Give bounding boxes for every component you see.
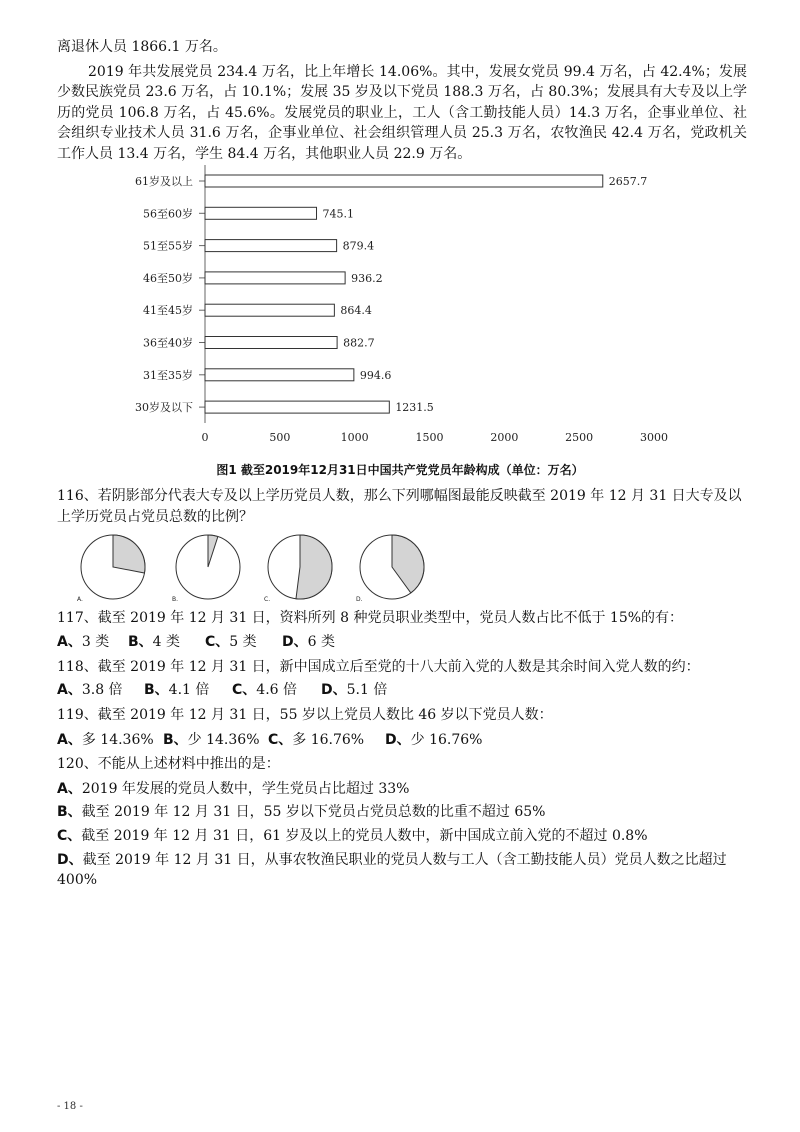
question-120-text: 120、不能从上述材料中推出的是： [57,756,280,772]
option-letter: C、 [57,828,82,844]
option-letter: D、 [321,682,347,698]
option-text: 4.1 倍 [168,682,210,698]
question-119-text: 119、截至 2019 年 12 月 31 日，55 岁以上党员人数比 46 岁以下党员人数： [57,707,553,723]
category-label: 41至45岁 [143,304,193,318]
option-c [268,730,364,750]
x-tick-label: 3000 [640,431,668,444]
option-letter: C、 [232,682,257,698]
option-letter: A、 [57,781,82,797]
option-text: 2019 年发展的党员人数中，学生党员占比超过 33% [81,781,410,797]
bar [205,207,317,219]
x-tick-label: 2500 [565,431,594,444]
option-letter: C、 [205,634,230,650]
option-text: 5.1 倍 [346,682,388,698]
option-letter: B、 [128,634,153,650]
option-a [57,730,154,750]
option-text: 3 类 [81,634,110,650]
option-letter: B、 [144,682,169,698]
option-c [232,680,297,700]
question-117-text: 117、截至 2019 年 12 月 31 日，资料所列 8 种党员职业类型中，党员人数占比不低于 15%的有： [57,610,684,626]
option-letter: A、 [57,732,82,748]
option-letter: A、 [57,634,82,650]
option-text: 截至 2019 年 12 月 31 日，从事农牧渔民职业的党员人数与工人（含工勤技能人员）党员人数之比超过 400% [57,852,727,888]
bar [205,272,345,284]
data-paragraph: 2019 年共发展党员 234.4 万名，比上年增长 14.06%。其中，发展女党员 99.4 万名，占 42.4%；发展少数民族党员 23.6 万名，占 10.1%；发展 35 岁及以下党员 188.3 万名，占 80.3%；发展具有大专及以上学历的党员 106.8 万名，占 45.6%。发展党员的职业上，工人（含工勤技能人员）14.3 万名，企事业单位、社会组织专业技术人员 31.6 万名，企事业单位、社会组织管理人员 25.3 万名，农牧渔民 42.4 万名，党政机关工作人员 13.4 万名，学生 84.4 万名，其他职业人员 22.9 万名。 [57,64,747,162]
option-letter: B、 [57,804,82,820]
bar [205,369,354,381]
age-composition-bar-chart [0,160,800,460]
chart-caption: 图1 截至2019年12月31日中国共产党党员年龄构成（单位：万名） [216,463,584,477]
question-120-option-b [57,802,747,822]
x-tick-label: 0 [201,431,209,444]
bar-value-label: 864.4 [340,304,372,318]
question-120-option-a [57,779,747,799]
option-letter: B、 [163,732,188,748]
option-text: 截至 2019 年 12 月 31 日，55 岁以下党员占党员总数的比重不超过 65% [81,804,546,820]
bar-value-label: 1231.5 [395,401,434,415]
bar-value-label: 936.2 [351,271,383,285]
option-d [321,680,387,700]
question-116-text: 116、若阴影部分代表大专及以上学历党员人数，那么下列哪幅图最能反映截至 2019 年 12 月 31 日大专及以上学历党员占党员总数的比例？ [57,488,742,525]
option-b [128,632,180,652]
option-letter: A、 [57,682,82,698]
question-120-option-d [57,850,747,890]
category-label: 31至35岁 [143,368,193,382]
bar [205,304,334,316]
option-text: 5 类 [229,634,257,650]
option-text: 多 14.36% [81,732,154,748]
question-117-options [0,632,800,652]
bar-value-label: 994.6 [359,368,392,382]
pie-option-label: D. [356,596,363,603]
option-b [163,730,260,750]
option-text: 少 14.36% [187,732,260,748]
category-label: 30岁及以下 [135,401,193,415]
pie-option-label: B. [172,596,179,603]
category-label: 36至40岁 [143,336,193,350]
option-d [385,730,482,750]
pie-option-c [264,535,332,603]
question-116-pie-options [0,530,460,608]
option-text: 多 16.76% [292,732,365,748]
option-letter: D、 [282,634,308,650]
option-a [57,680,123,700]
bar-value-label: 2657.7 [608,175,648,188]
category-label: 61岁及以上 [135,175,193,188]
bar [205,337,337,349]
option-text: 4 类 [152,634,181,650]
bar [205,240,337,252]
bar [205,175,603,187]
page-number: - 18 - [57,1101,83,1112]
pie-option-a [77,535,145,603]
intro-line: 离退休人员 1866.1 万名。 [57,39,227,55]
option-letter: C、 [268,732,293,748]
option-text: 3.8 倍 [81,682,123,698]
option-letter: D、 [385,732,411,748]
option-c [205,632,257,652]
option-text: 6 类 [307,634,335,650]
category-label: 56至60岁 [143,207,193,221]
option-text: 4.6 倍 [256,682,297,698]
x-tick-label: 500 [269,431,291,444]
pie-option-label: C. [264,596,271,603]
question-118-text: 118、截至 2019 年 12 月 31 日，新中国成立后至党的十八大前入党的人数是其余时间入党人数的约： [57,659,700,675]
bar-value-label: 882.7 [343,336,375,350]
pie-option-label: A. [77,596,83,603]
option-letter: D、 [57,852,83,868]
option-a [57,632,109,652]
x-tick-label: 1500 [415,431,444,444]
category-label: 51至55岁 [143,239,193,253]
option-text: 截至 2019 年 12 月 31 日，61 岁及以上的党员人数中，新中国成立前入党的不超过 0.8% [81,828,648,844]
question-118-options [0,680,800,700]
x-tick-label: 2000 [490,431,519,444]
category-label: 46至50岁 [143,271,193,285]
question-119-options [0,730,800,750]
option-d [282,632,335,652]
x-tick-label: 1000 [340,431,369,444]
pie-option-b [172,535,240,603]
pie-shaded-wedge [113,535,145,573]
bar-value-label: 879.4 [342,239,375,253]
bar-value-label: 745.1 [322,207,355,221]
option-text: 少 16.76% [410,732,483,748]
pie-option-d [356,535,424,603]
question-120-option-c [57,826,747,846]
bar [205,401,389,413]
pie-shaded-wedge [296,535,332,599]
option-b [144,680,209,700]
